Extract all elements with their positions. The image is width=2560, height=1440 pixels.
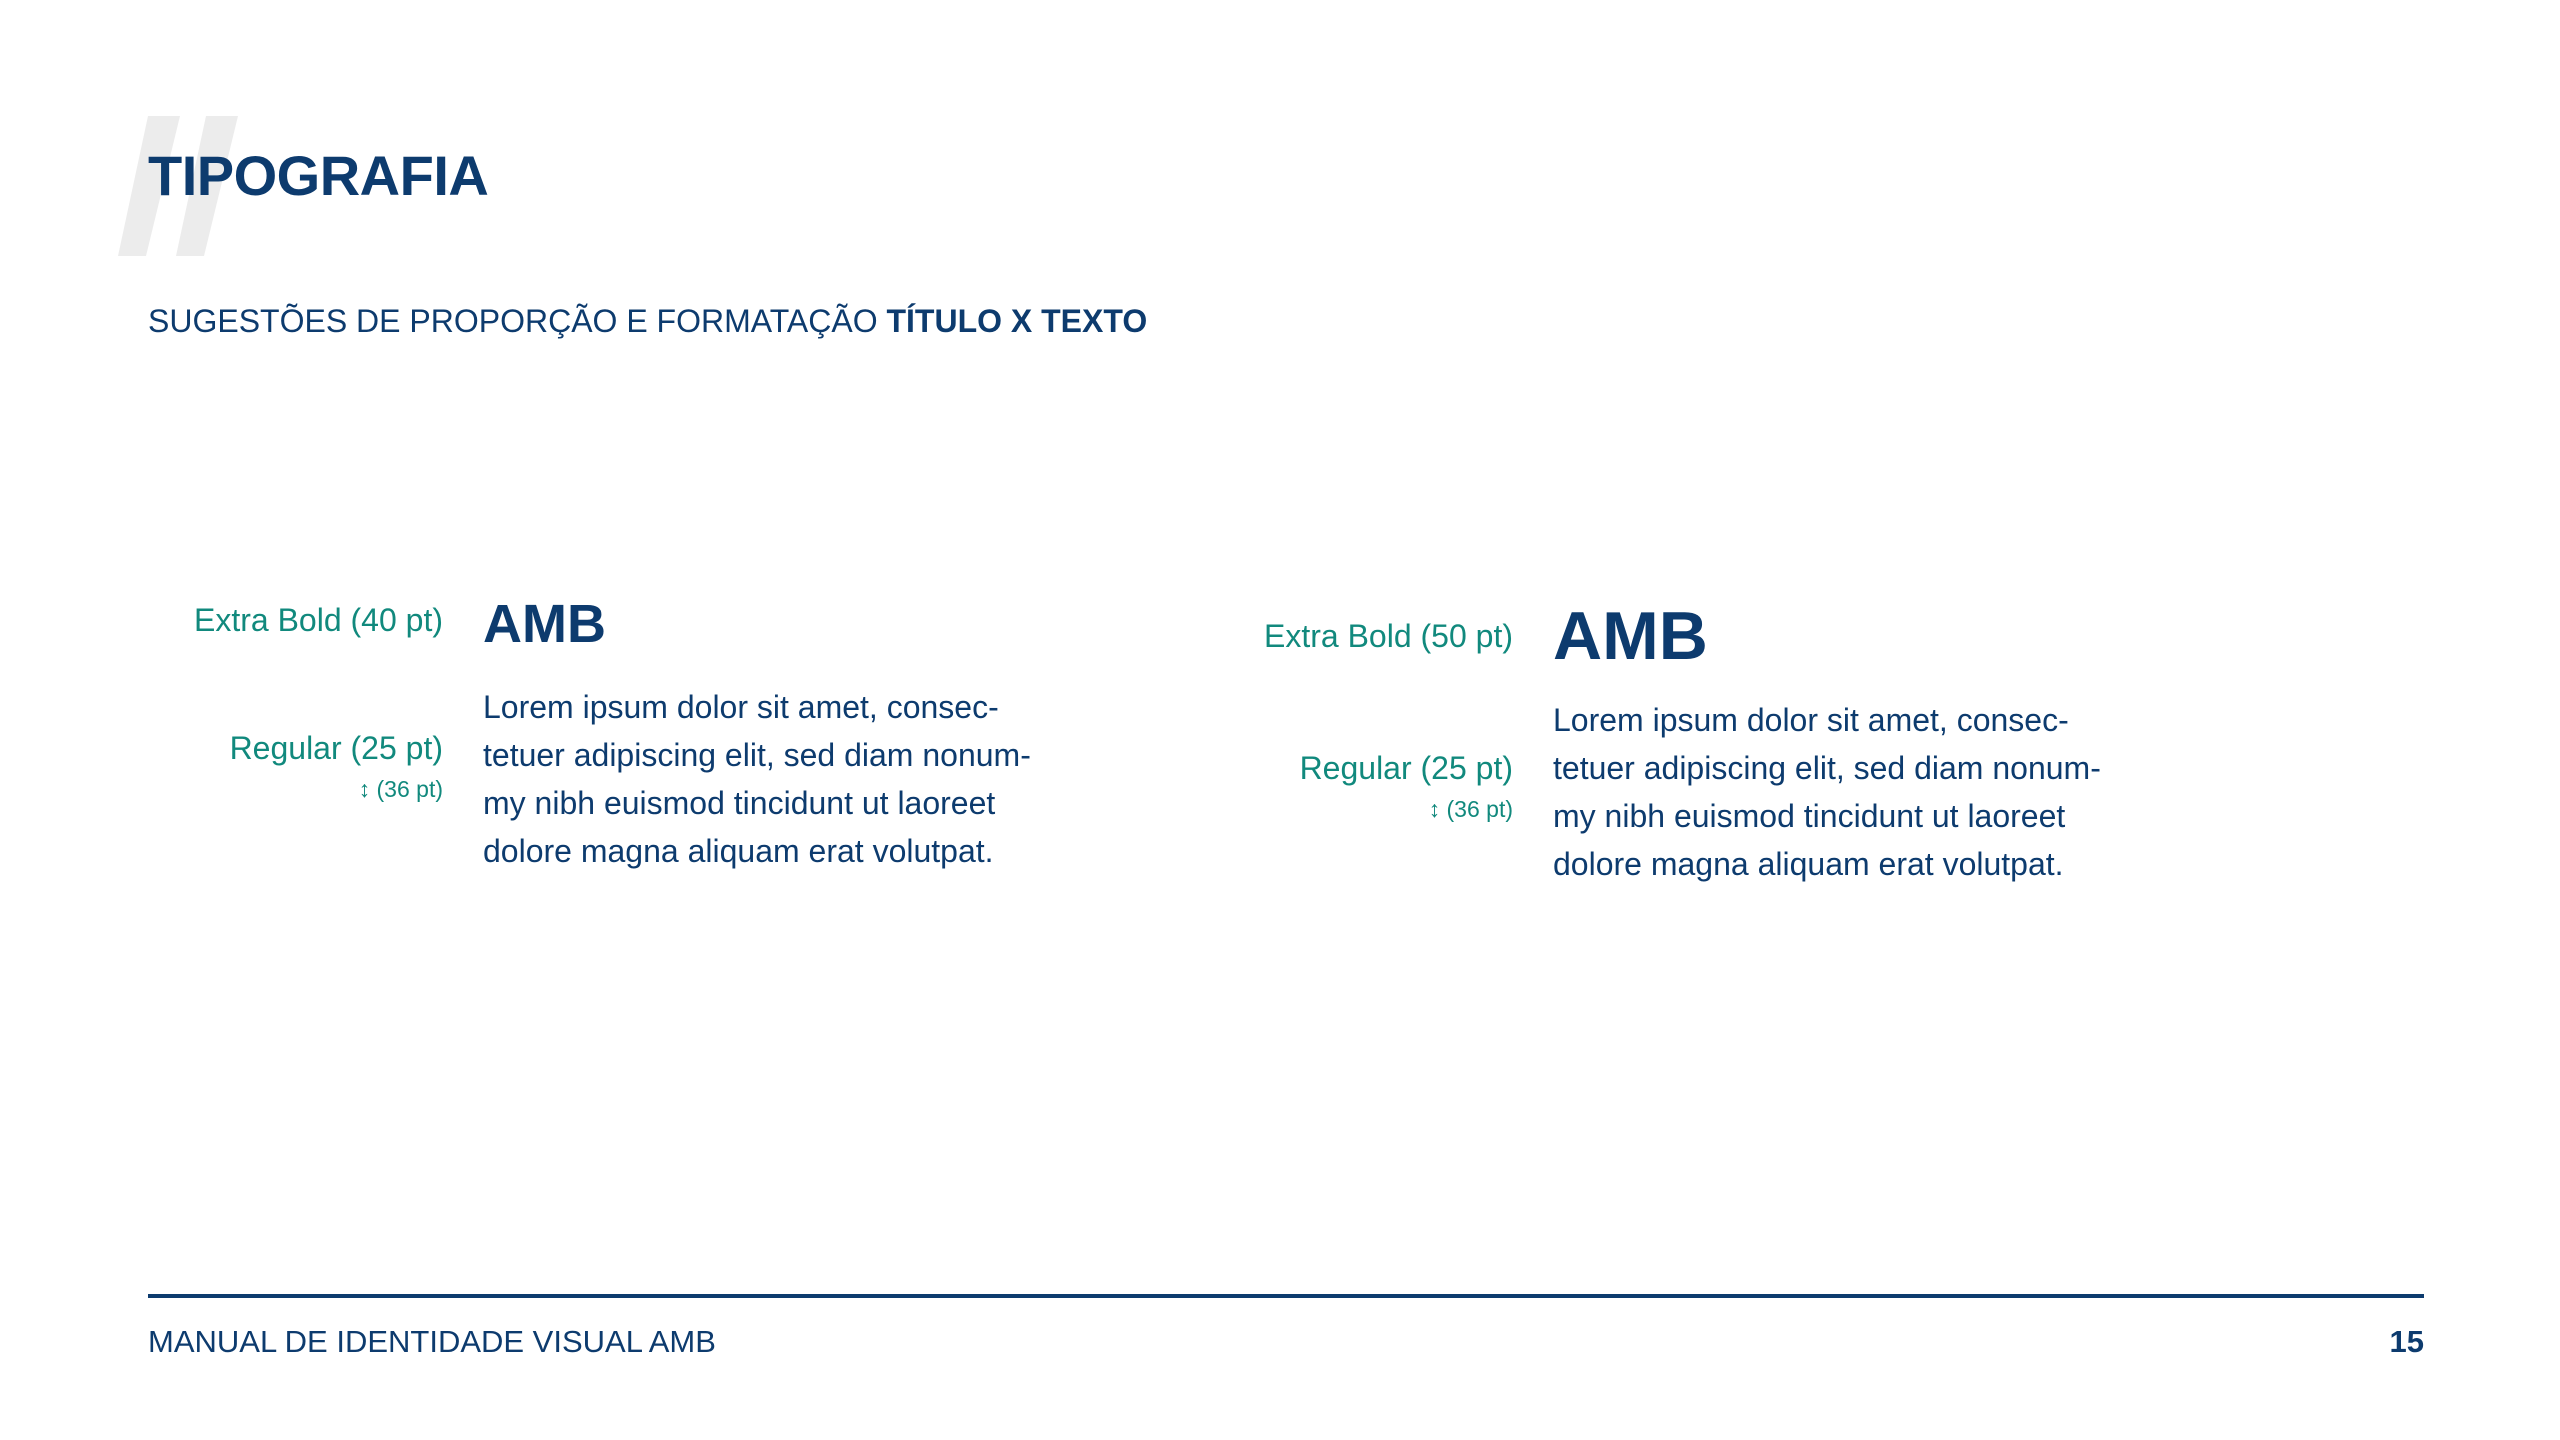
subtitle-bold: TÍTULO X TEXTO [886,303,1148,339]
page-title: TIPOGRAFIA [148,144,489,207]
page-subtitle [148,305,1147,337]
body-spec: Regular (25 pt) [1299,750,1513,786]
example-1-sample-title: AMB [483,594,606,654]
footer-manual-title: MANUAL DE IDENTIDADE VISUAL AMB [148,1324,716,1359]
leading-value: (36 pt) [1446,796,1513,822]
leading-value: (36 pt) [376,776,443,802]
body-spec: Regular (25 pt) [229,730,443,766]
title-spec: Extra Bold (40 pt) [194,602,443,638]
sample-line: my nibh euismod tincidunt ut laoreet [483,785,996,821]
sample-line: dolore magna aliquam erat volutpat. [483,833,994,869]
sample-line: tetuer adipiscing elit, sed diam nonum- [483,737,1031,773]
up-down-arrow-icon: ↕ [1428,796,1441,822]
example-2-sample-body [1553,696,2101,888]
leading-spec [1264,798,1513,821]
title-spec: Extra Bold (50 pt) [1264,618,1513,654]
example-2-sample-title: AMB [1553,598,1708,674]
leading-spec [194,778,443,801]
sample-line: tetuer adipiscing elit, sed diam nonum- [1553,750,2101,786]
sample-line: my nibh euismod tincidunt ut laoreet [1553,798,2066,834]
example-2-specs [1264,620,1513,821]
sample-line: Lorem ipsum dolor sit amet, consec- [483,689,999,725]
example-1-sample-body [483,683,1031,875]
page-number: 15 [2389,1324,2424,1359]
sample-line: dolore magna aliquam erat volutpat. [1553,846,2064,882]
footer-divider [148,1294,2424,1298]
subtitle-regular: SUGESTÕES DE PROPORÇÃO E FORMATAÇÃO [148,303,878,339]
up-down-arrow-icon: ↕ [358,776,371,802]
example-1-specs [194,604,443,801]
sample-line: Lorem ipsum dolor sit amet, consec- [1553,702,2069,738]
